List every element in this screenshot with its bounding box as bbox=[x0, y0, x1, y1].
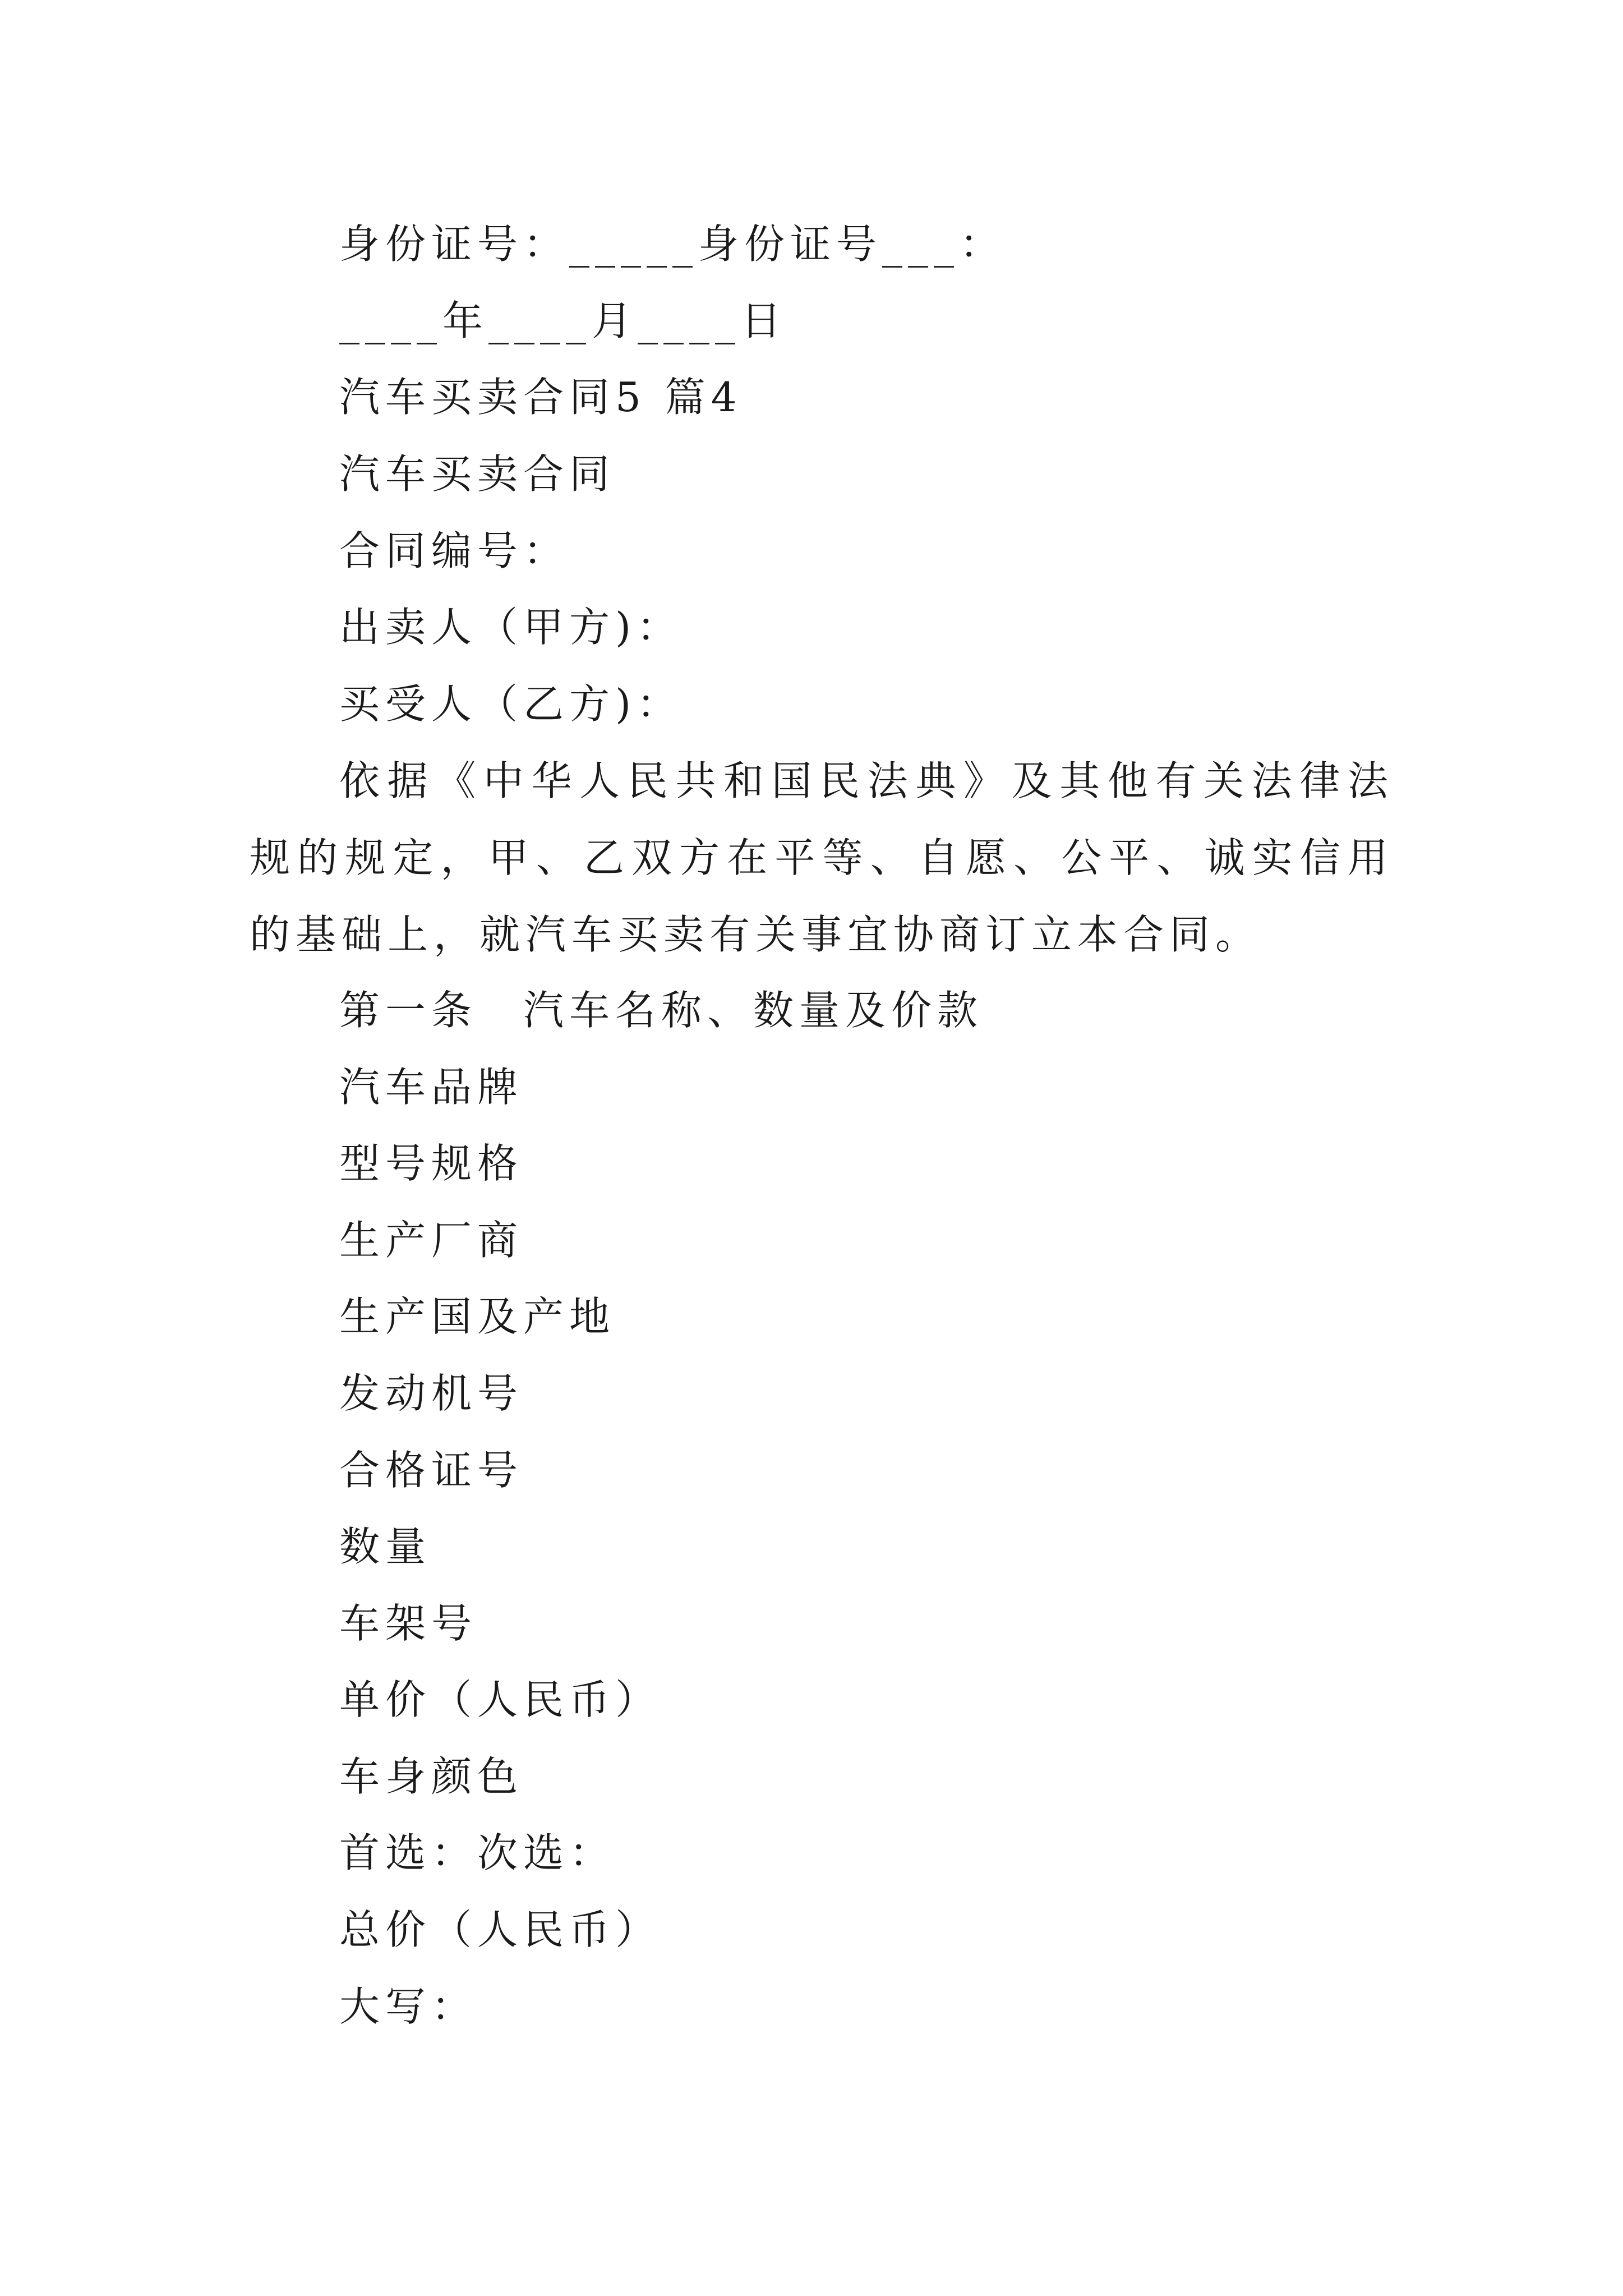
buyer-label: 买受人（乙方)： bbox=[339, 680, 683, 728]
seller-label: 出卖人（甲方)： bbox=[339, 604, 683, 651]
field-label: 首选：次选： bbox=[339, 1829, 616, 1876]
field-label: 发动机号 bbox=[339, 1370, 524, 1417]
section-heading: 汽车买卖合同5 篇4 bbox=[339, 374, 743, 421]
preamble-paragraph: 依据《中华人民共和国民法典》及其他有关法律法规的规定，甲、乙双方在平等、自愿、公平、诚实信用的基础上，就汽车买卖有关事宜协商订立本合同。 bbox=[250, 757, 1394, 958]
field-label: 数量 bbox=[339, 1523, 432, 1570]
contract-title: 汽车买卖合同 bbox=[339, 450, 616, 498]
field-label: 车身颜色 bbox=[339, 1753, 524, 1800]
field-label: 型号规格 bbox=[339, 1140, 524, 1187]
id-number-line: 身份证号：_____身份证号___： bbox=[339, 220, 1006, 268]
field-label: 生产厂商 bbox=[339, 1217, 524, 1264]
contract-number-label: 合同编号： bbox=[339, 527, 570, 574]
field-label: 总价（人民币） bbox=[339, 1906, 662, 1953]
field-label: 单价（人民币） bbox=[339, 1676, 662, 1723]
field-label: 大写： bbox=[339, 1983, 478, 2030]
field-label: 车架号 bbox=[339, 1600, 478, 1647]
field-label: 汽车品牌 bbox=[339, 1064, 524, 1111]
article-one-heading: 第一条 汽车名称、数量及价款 bbox=[339, 987, 984, 1034]
field-label: 合格证号 bbox=[339, 1447, 524, 1494]
date-line: ____年____月____日 bbox=[339, 297, 787, 344]
field-label: 生产国及产地 bbox=[339, 1293, 616, 1340]
